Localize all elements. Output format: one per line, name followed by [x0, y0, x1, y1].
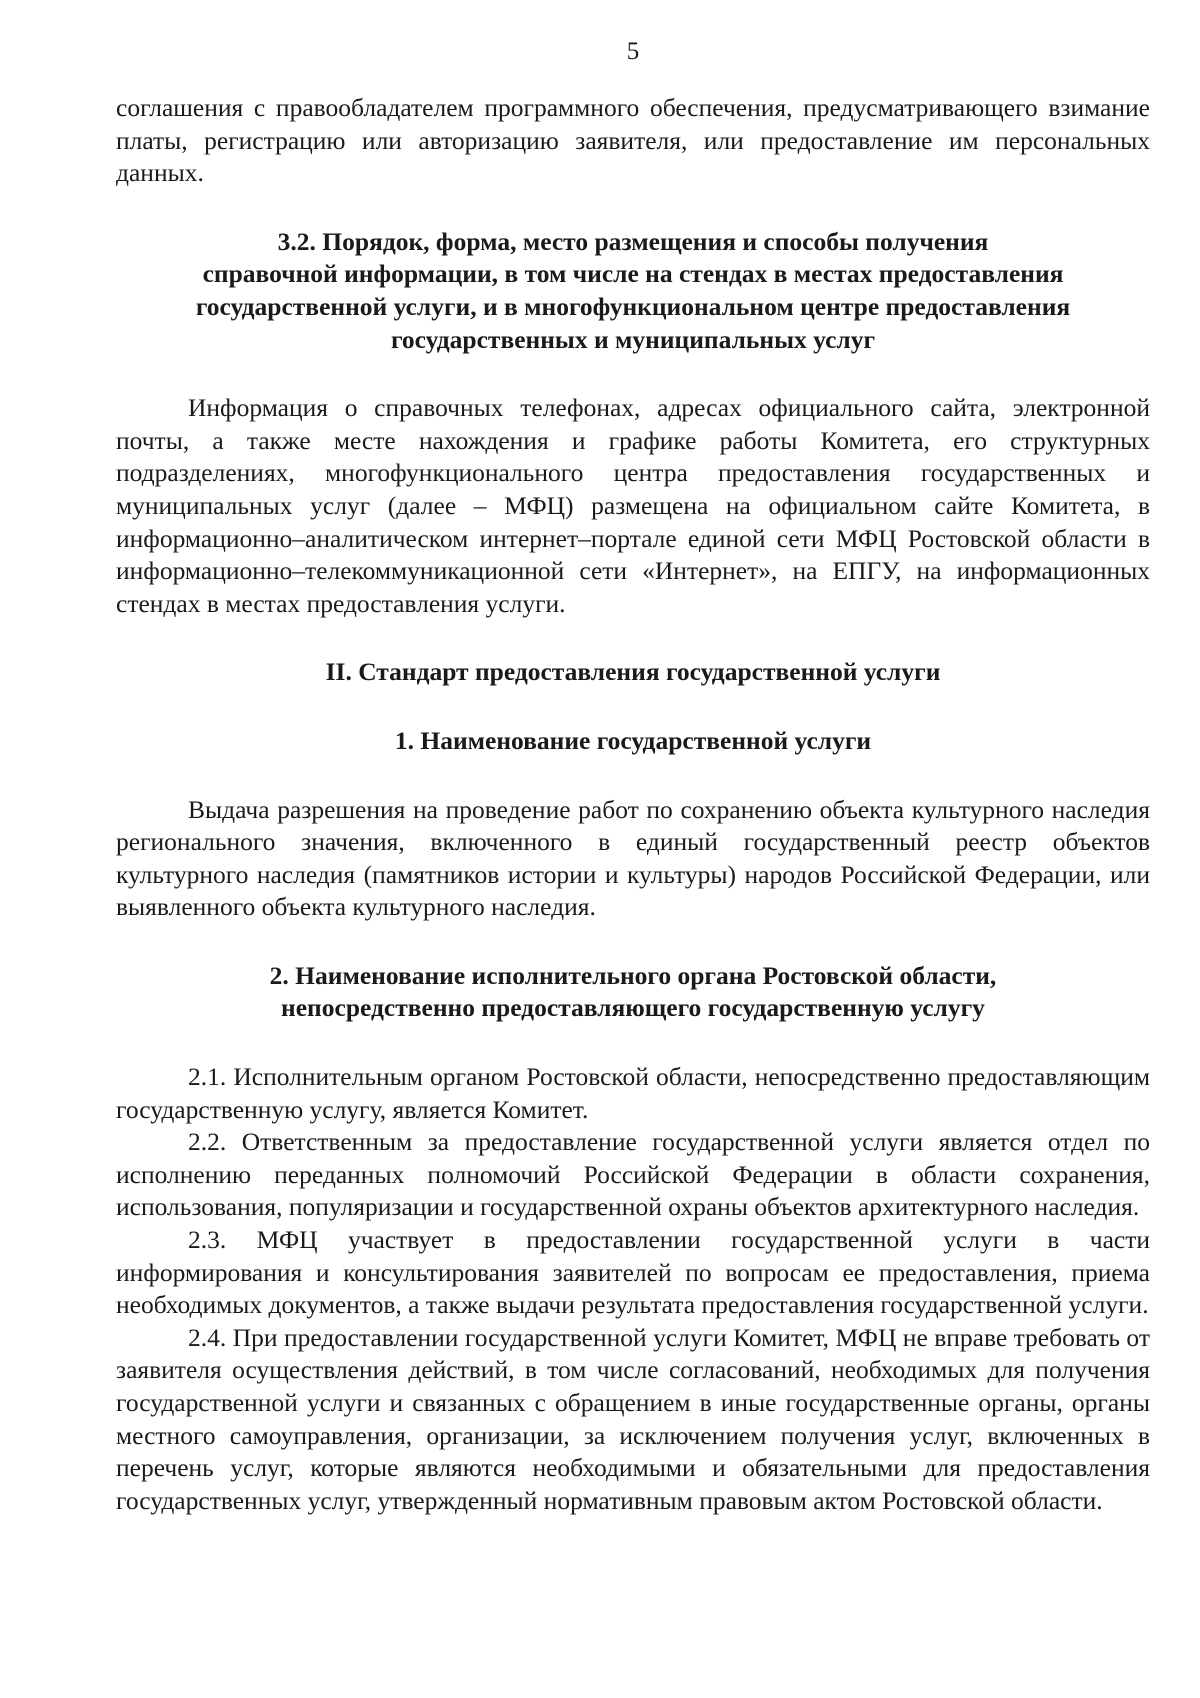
- heading-2-line-1: 2. Наименование исполнительного органа Ростовской области,: [269, 960, 997, 990]
- heading-3-2-line-3: государственной услуги, и в многофункциональном центре предоставления: [195, 291, 1071, 321]
- document-page: [116, 36, 1150, 1517]
- paragraph-intro: соглашения с правообладателем программного обеспечения, предусматривающего взимание платы, регистрацию или авторизацию заявителя, или предоставление им персональных данных.: [116, 93, 1150, 188]
- heading-3-2-line-1: 3.2. Порядок, форма, место размещения и способы получения: [277, 226, 989, 256]
- paragraph-service-name: Выдача разрешения на проведение работ по сохранению объекта культурного наследия регионального значения, включенного в единый государственный реестр объектов культурного наследия (памятников истории и культуры) народов Российской Федерации, или выявленного объекта культурного наследия.: [116, 794, 1150, 922]
- paragraph-2-2: 2.2. Ответственным за предоставление государственной услуги является отдел по исполнению переданных полномочий Российской Федерации в области сохранения, использования, популяризации и государственной охраны объектов архитектурного наследия.: [116, 1127, 1150, 1222]
- paragraph-2-4: 2.4. При предоставлении государственной услуги Комитет, МФЦ не вправе требовать от заявителя осуществления действий, в том числе согласований, необходимых для получения государственной услуги и связанных с обращением в иные государственные органы, органы местного самоуправления, организации, за исключением получения услуг, включенных в перечень услуг, которые являются необходимыми и обязательными для предоставления государственных услуг, утвержденный нормативным правовым актом Ростовской области.: [116, 1322, 1150, 1515]
- heading-1-service-name: 1. Наименование государственной услуги: [394, 725, 872, 755]
- paragraph-2-1: 2.1. Исполнительным органом Ростовской области, непосредственно предоставляющим государственную услугу, является Комитет.: [116, 1062, 1150, 1124]
- heading-3-2-line-4: государственных и муниципальных услуг: [390, 324, 876, 354]
- heading-3-2-line-2: справочной информации, в том числе на стендах в местах предоставления: [202, 259, 1064, 289]
- heading-section-2: II. Стандарт предоставления государственной услуги: [325, 657, 941, 687]
- heading-2-executive-body: [116, 960, 1150, 1025]
- paragraph-2-3: 2.3. МФЦ участвует в предоставлении государственной услуги в части информирования и консультирования заявителей по вопросам ее предоставления, приема необходимых документов, а также выдачи результата предоставления государственной услуги.: [116, 1225, 1150, 1320]
- paragraph-reference-info: Информация о справочных телефонах, адресах официального сайта, электронной почты, а также месте нахождения и графике работы Комитета, его структурных подразделениях, многофункционального центра предоставления государственных и муниципальных услуг (далее – МФЦ) размещена на официальном сайте Комитета, в информационно–аналитическом интернет–портале единой сети МФЦ Ростовской области в информационно–телекоммуникационной сети «Интернет», на ЕПГУ, на информационных стендах в местах предоставления услуги.: [116, 393, 1150, 618]
- page-number: 5: [626, 38, 640, 65]
- heading-2-line-2: непосредственно предоставляющего государственную услугу: [281, 993, 985, 1023]
- heading-3-2: [116, 226, 1150, 356]
